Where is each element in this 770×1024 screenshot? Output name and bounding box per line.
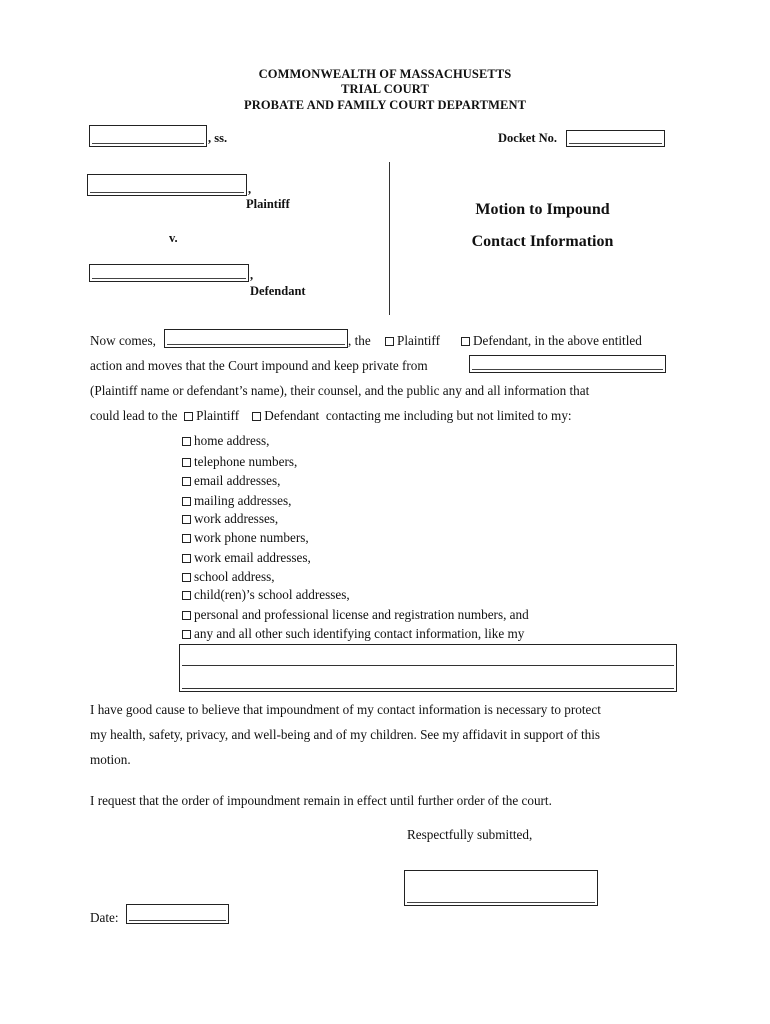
info-item: work email addresses, xyxy=(182,550,311,566)
child-school-checkbox[interactable] xyxy=(182,591,191,600)
contact-defendant-checkbox[interactable] xyxy=(252,412,261,421)
good-cause-line1: I have good cause to believe that impoundment of my contact information is necessary to protect xyxy=(90,702,601,717)
mailing-address-checkbox[interactable] xyxy=(182,497,191,506)
home-address-checkbox[interactable] xyxy=(182,437,191,446)
defendant-label: Defendant xyxy=(250,284,306,298)
good-cause-line2: my health, safety, privacy, and well-being and of my children. See my affidavit in support of this xyxy=(90,727,601,742)
contacting-text: contacting me including but not limited to my: xyxy=(325,408,572,423)
contact-plaintiff-label: Plaintiff xyxy=(196,408,240,423)
info-item: mailing addresses, xyxy=(182,493,291,509)
ss-label: , ss. xyxy=(208,131,228,145)
court-name-line2: TRIAL COURT xyxy=(341,82,429,96)
license-numbers-checkbox[interactable] xyxy=(182,611,191,620)
contact-plaintiff-checkbox[interactable] xyxy=(184,412,193,421)
motion-title-line1: Motion to Impound xyxy=(475,201,610,218)
respectfully-submitted: Respectfully submitted, xyxy=(407,827,533,842)
defendant-name-field[interactable] xyxy=(89,264,249,282)
info-item: school address, xyxy=(182,569,275,585)
other-info-line xyxy=(182,665,674,666)
good-cause-line3: motion. xyxy=(90,752,131,767)
school-address-checkbox[interactable] xyxy=(182,573,191,582)
court-name-line3: PROBATE AND FAMILY COURT DEPARTMENT xyxy=(243,98,527,112)
other-info-field[interactable] xyxy=(179,644,677,692)
docket-number-field[interactable] xyxy=(566,130,665,147)
info-item: telephone numbers, xyxy=(182,454,297,470)
date-label: Date: xyxy=(90,910,119,925)
work-email-checkbox[interactable] xyxy=(182,554,191,563)
info-item: any and all other such identifying contact information, like my xyxy=(182,626,524,642)
now-comes-text: Now comes, xyxy=(90,333,156,348)
work-address-checkbox[interactable] xyxy=(182,515,191,524)
plaintiff-label: Plaintiff xyxy=(246,197,290,211)
the-text: , the xyxy=(348,333,371,348)
info-item: email addresses, xyxy=(182,473,280,489)
request-text: I request that the order of impoundment remain in effect until further order of the court. xyxy=(90,793,552,808)
lead-to-text: could lead to the xyxy=(90,408,178,423)
caption-divider xyxy=(389,162,390,315)
email-checkbox[interactable] xyxy=(182,477,191,486)
signature-field[interactable] xyxy=(404,870,598,906)
movant-defendant-checkbox[interactable] xyxy=(461,337,470,346)
info-item: personal and professional license and registration numbers, and xyxy=(182,607,529,623)
work-phone-checkbox[interactable] xyxy=(182,534,191,543)
info-item: work addresses, xyxy=(182,511,278,527)
public-text: (Plaintiff name or defendant’s name), their counsel, and the public any and all information that xyxy=(90,383,590,398)
movant-defendant-label: Defendant, in the above entitled xyxy=(473,333,642,348)
movant-plaintiff-checkbox[interactable] xyxy=(385,337,394,346)
other-info-line xyxy=(182,688,674,689)
info-item: child(ren)’s school addresses, xyxy=(182,587,350,603)
plaintiff-comma: , xyxy=(248,182,252,196)
defendant-comma: , xyxy=(250,268,254,282)
movant-plaintiff-label: Plaintiff xyxy=(397,333,440,348)
contact-defendant-label: Defendant xyxy=(264,408,320,423)
county-field[interactable] xyxy=(89,125,207,147)
docket-label: Docket No. xyxy=(498,131,558,145)
info-item: home address, xyxy=(182,433,269,449)
moves-text: action and moves that the Court impound and keep private from xyxy=(90,358,428,373)
motion-title-line2: Contact Information xyxy=(471,233,614,250)
date-field[interactable] xyxy=(126,904,229,924)
info-item: work phone numbers, xyxy=(182,530,309,546)
other-info-checkbox[interactable] xyxy=(182,630,191,639)
restrained-party-field[interactable] xyxy=(469,355,666,373)
plaintiff-name-field[interactable] xyxy=(87,174,247,196)
versus-label: v. xyxy=(169,231,178,245)
telephone-checkbox[interactable] xyxy=(182,458,191,467)
court-name-line1: COMMONWEALTH OF MASSACHUSETTS xyxy=(258,67,512,81)
movant-name-field[interactable] xyxy=(164,329,348,348)
